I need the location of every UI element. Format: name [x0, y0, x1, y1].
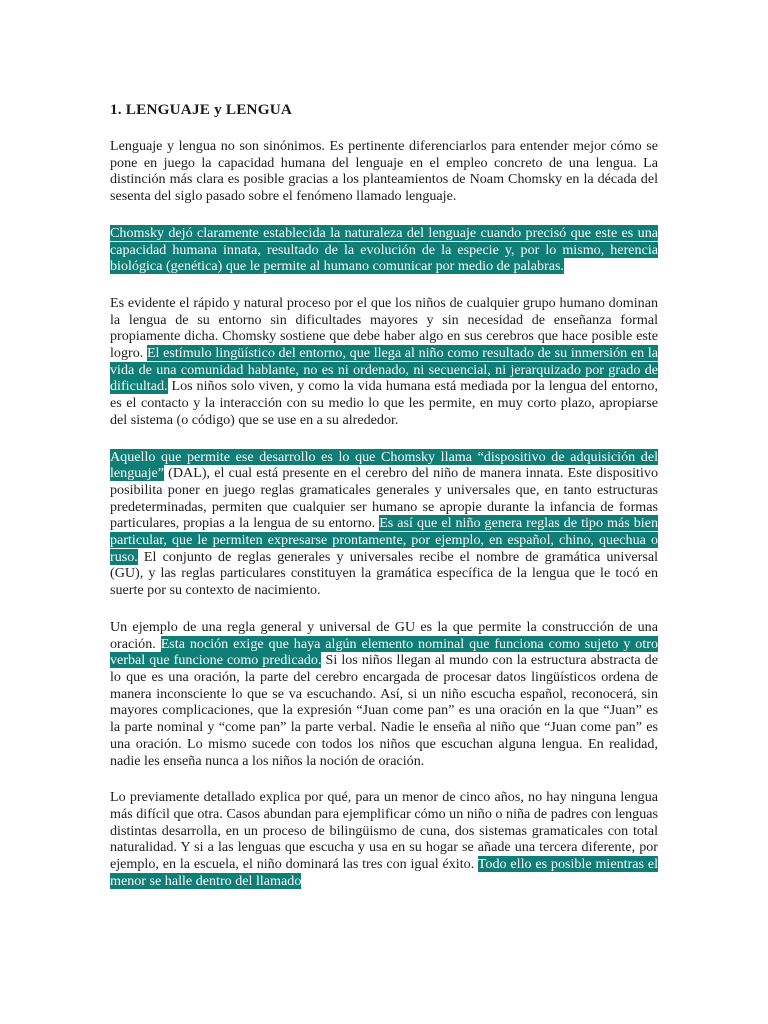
highlighted-text: Es así que el niño genera reglas de tipo más bien particular, que le permiten expresarse prontamente, por ejemplo, en español, chino, quechua o ruso. — [110, 515, 658, 565]
body-text: El conjunto de reglas generales y universales recibe el nombre de gramática universal (GU), y las reglas particulares constituyen la gramática específica de la lengua que le tocó en suerte por su contexto de nacimiento. — [110, 548, 658, 599]
body-text: Es evidente el rápido y natural proceso por el que los niños de cualquier grupo humano dominan la lengua de su entorno sin dificultades mayores y sin necesidad de enseñanza formal propiamente dicha. Chomsky sostiene que debe haber algo en sus cerebros que hace posible este logro. — [110, 294, 658, 362]
paragraph — [110, 138, 658, 205]
section-heading: 1. LENGUAJE y LENGUA — [110, 101, 293, 118]
document-body — [110, 101, 658, 909]
paragraph — [110, 789, 658, 889]
highlighted-text: El estímulo lingüístico del entorno, que llega al niño como resultado de su inmersión en la vida de una comunidad hablante, no es ni ordenado, ni secuencial, ni jerarquizado por grado de dificultad. — [110, 345, 658, 395]
paragraph-container — [110, 138, 658, 889]
highlighted-text: Esta noción exige que haya algún elemento nominal que funciona como sujeto y otro verbal que funcione como predicado. — [110, 635, 658, 669]
body-text: Si los niños llegan al mundo con la estructura abstracta de lo que es una oración, la parte del cerebro encargada de procesar datos lingüísticos ordena de manera inconsciente lo que se va escuchando. Así, si un niño escucha español, reconocerá, sin mayores complicaciones, que la expresión “Juan come pan” es una oración en la que “Juan” es la parte nominal y “come pan” la parte verbal. Nadie le enseña al niño que “Juan come pan” es una oración. Lo mismo sucede con todos los niños que escuchan alguna lengua. En realidad, nadie les enseña nunca a los niños la noción de oración. — [110, 652, 658, 769]
body-text: Un ejemplo de una regla general y universal de GU es la que permite la construcción de una oración. — [110, 618, 658, 652]
body-text: Lenguaje y lengua no son sinónimos. Es pertinente diferenciarlos para entender mejor cómo se pone en juego la capacidad humana del lenguaje en el empleo concreto de una lengua. La distinción más clara es posible gracias a los planteamientos de Noam Chomsky en la década del sesenta del siglo pasado sobre el fenómeno llamado lenguaje. — [110, 138, 658, 205]
body-text: Los niños solo viven, y como la vida humana está mediada por la lengua del entorno, es el contacto y la interacción con su medio lo que les permite, en muy corto plazo, apropiarse del sistema (o código) que se use en a su alrededor. — [110, 378, 658, 428]
paragraph — [110, 619, 658, 769]
body-text: (DAL), el cual está presente en el cerebro del niño de manera innata. Este dispositivo posibilita poner en juego reglas gramaticales generales y universales que, en tanto estructuras predeterminadas, permiten que cualquier ser humano se apropie durante la infancia de formas particulares, propias a la lengua de su entorno. — [110, 465, 658, 532]
paragraph — [110, 449, 658, 599]
highlighted-text: Chomsky dejó claramente establecida la naturaleza del lenguaje cuando precisó que este es una capacidad humana innata, resultado de la evolución de la especie y, por lo mismo, herencia biológica (genética) que le permite al humano comunicar por medio de palabras. — [110, 224, 658, 275]
paragraph — [110, 295, 658, 429]
paragraph — [110, 225, 658, 275]
highlighted-text: Todo ello es posible mientras el menor se halle dentro del llamado — [110, 856, 659, 889]
highlighted-text: Aquello que permite ese desarrollo es lo que Chomsky llama “dispositivo de adquisición del lenguaje” — [110, 448, 658, 482]
body-text: Lo previamente detallado explica por qué, para un menor de cinco años, no hay ninguna lengua más difícil que otra. Casos abundan para ejemplificar cómo un niño o niña de padres con lenguas distintas desarrolla, en un proceso de bilingüismo de cuna, dos sistemas gramaticales con total naturalidad. Y si a las lenguas que escucha y usa en su hogar se añade una tercera diferente, por ejemplo, en la escuela, el niño dominará las tres con igual éxito. — [110, 789, 658, 873]
